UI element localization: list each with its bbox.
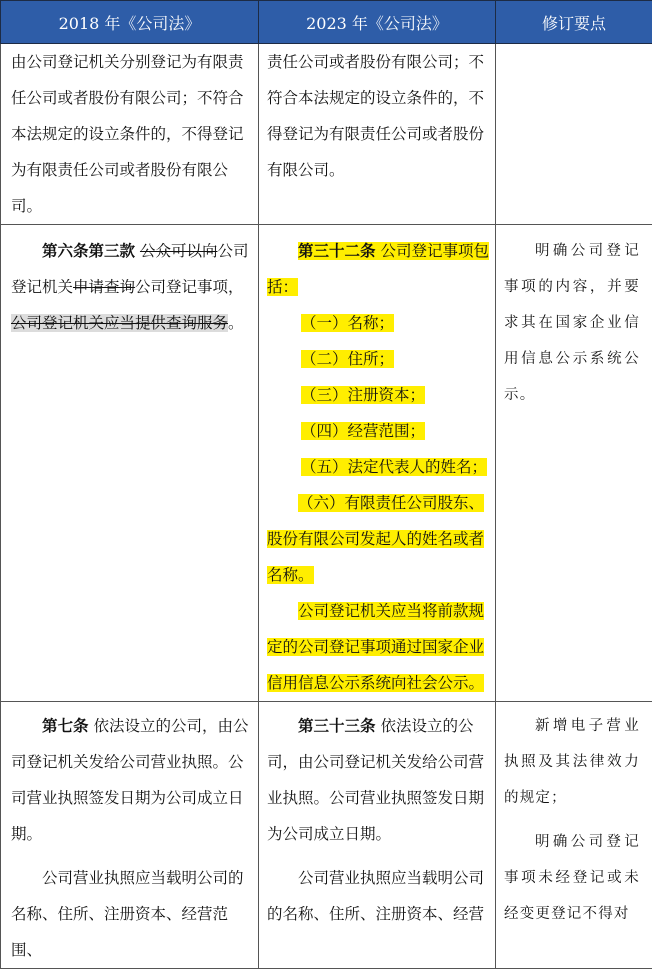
- list-item: （三）注册资本；: [267, 377, 489, 413]
- retained-text: 公司登记事项，: [135, 278, 244, 296]
- row3-revision-cell: [496, 702, 652, 969]
- row3-2018-paragraph-2: 公司营业执照应当载明公司的名称、住所、注册资本、经营范围、: [11, 860, 252, 968]
- row3-2018-cell: [1, 702, 259, 969]
- table-row: [1, 44, 652, 225]
- highlighted-text: 公司登记事项包括：: [267, 242, 489, 296]
- header-2023-law: 2023 年《公司法》: [259, 1, 496, 44]
- row2-revision-text: 明确公司登记事项的内容，并要求其在国家企业信用信息公示系统公示。: [504, 233, 640, 413]
- retained-text: 公司登记机关: [11, 242, 248, 296]
- table-header-row: [1, 1, 652, 44]
- row3-revision-text-2: 明确公司登记事项未经登记或未经变更登记不得对: [504, 824, 640, 932]
- row2-2018-paragraph: [11, 233, 252, 341]
- article-number: 第七条: [42, 716, 89, 735]
- list-item: （五）法定代表人的姓名；: [267, 449, 489, 485]
- row3-2018-paragraph: 第七条 依法设立的公司，由公司登记机关发给公司营业执照。公司营业执照签发日期为公司成立日期。: [11, 708, 252, 852]
- table-row: [1, 702, 652, 969]
- article-number: 第六条第三款: [42, 241, 135, 260]
- list-item: （一）名称；: [267, 305, 489, 341]
- row3-revision-text: 新增电子营业执照及其法律效力的规定；: [504, 708, 640, 816]
- header-revision-points: 修订要点: [496, 1, 652, 44]
- row2-2023-cell: [259, 225, 496, 702]
- list-item: （四）经营范围；: [267, 413, 489, 449]
- row1-2023-cell: [259, 44, 496, 225]
- retained-text: 。: [228, 314, 244, 332]
- row2-2018-cell: [1, 225, 259, 702]
- table-row: [1, 225, 652, 702]
- row1-2018-text: 由公司登记机关分别登记为有限责任公司或者股份有限公司；不符合本法规定的设立条件的，不得登记为有限责任公司或者股份有限公司。: [11, 44, 252, 224]
- row3-2023-cell: [259, 702, 496, 969]
- row2-2023-intro: [267, 233, 489, 305]
- deleted-text: 公众可以向: [140, 242, 218, 260]
- article-number: 第三十二条: [298, 241, 376, 260]
- row2-revision-cell: [496, 225, 652, 702]
- row3-2023-paragraph: 第三十三条 依法设立的公司，由公司登记机关发给公司营业执照。公司营业执照签发日期为公司成立日期。: [267, 708, 489, 852]
- deleted-text: 公司登记机关应当提供查询服务: [11, 314, 228, 332]
- list-item: （二）住所；: [267, 341, 489, 377]
- highlighted-paragraph: 公司登记机关应当将前款规定的公司登记事项通过国家企业信用信息公示系统向社会公示。: [267, 593, 489, 701]
- deleted-text: 申请查询: [73, 278, 135, 296]
- row1-revision-cell: [496, 44, 652, 225]
- article-number: 第三十三条: [298, 716, 376, 735]
- list-item: （六）有限责任公司股东、股份有限公司发起人的姓名或者名称。: [267, 485, 489, 593]
- row3-2023-paragraph-2: 公司营业执照应当载明公司的名称、住所、注册资本、经营: [267, 860, 489, 932]
- row1-2023-text: 责任公司或者股份有限公司；不符合本法规定的设立条件的，不得登记为有限责任公司或者股份有限公司。: [267, 44, 489, 188]
- header-2018-law: 2018 年《公司法》: [1, 1, 259, 44]
- row1-2018-cell: [1, 44, 259, 225]
